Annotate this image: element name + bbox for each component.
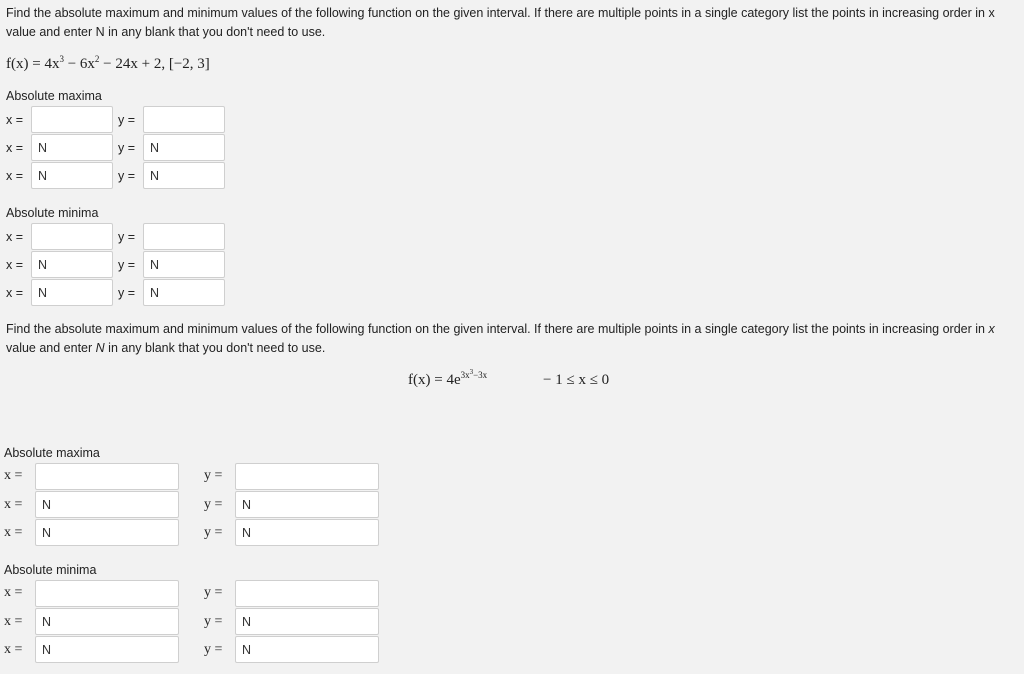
problem1-minima-heading: Absolute minima [6, 206, 99, 220]
p2-max-y-input-3[interactable] [235, 519, 379, 546]
problem1-formula-fx: f(x) = 4x [6, 56, 60, 72]
problem2-formula-fx: f(x) = 4e [408, 372, 461, 388]
problem1-prompt: Find the absolute maximum and minimum values of the following function on the given interval. If there are multiple points in a single category list the points in increasing order in x value and enter N in any blank that you don't need to use. [6, 6, 995, 39]
problem1-formula-exp2: 2 [94, 54, 100, 64]
p2-min-x-input-3[interactable] [35, 636, 179, 663]
problem2-prompt-n: N [95, 341, 105, 355]
p1-max-x-label-3: x = [6, 169, 24, 183]
p1-min-y-input-2[interactable] [143, 251, 225, 278]
p2-max-y-input-2[interactable] [235, 491, 379, 518]
p2-max-y-label-2: y = [204, 497, 223, 512]
p1-max-x-input-1[interactable] [31, 106, 113, 133]
problem2-formula-exp-b: 3 [469, 368, 474, 376]
p1-min-x-input-2[interactable] [31, 251, 113, 278]
p2-min-x-input-1[interactable] [35, 580, 179, 607]
p1-min-y-input-3[interactable] [143, 279, 225, 306]
p2-min-y-input-3[interactable] [235, 636, 379, 663]
p2-min-y-input-2[interactable] [235, 608, 379, 635]
p1-min-y-label-2: y = [118, 258, 136, 272]
problem1-formula [6, 56, 210, 73]
p1-max-y-input-2[interactable] [143, 134, 225, 161]
p2-max-x-label-2: x = [4, 497, 23, 512]
p2-min-x-input-2[interactable] [35, 608, 179, 635]
p1-max-y-label-1: y = [118, 113, 136, 127]
problem2-minima-heading: Absolute minima [4, 563, 97, 577]
p2-min-x-label-2: x = [4, 614, 23, 629]
p1-min-x-input-1[interactable] [31, 223, 113, 250]
p2-min-x-label-3: x = [4, 642, 23, 657]
problem2-interval: − 1 ≤ x ≤ 0 [543, 372, 610, 388]
p2-min-x-label-1: x = [4, 585, 23, 600]
p1-min-x-label-1: x = [6, 230, 24, 244]
p2-min-y-label-2: y = [204, 614, 223, 629]
p1-min-y-label-1: y = [118, 230, 136, 244]
problem2-formula [408, 368, 488, 389]
problem1-formula-mid: − 6x [63, 56, 95, 72]
problem2-formula-exponent [461, 370, 488, 380]
p2-max-x-input-3[interactable] [35, 519, 179, 546]
problem2-formula-exp-a: 3x [460, 370, 470, 380]
p2-max-y-label-3: y = [204, 525, 223, 540]
problem2-prompt-part-b: value and enter [6, 341, 96, 355]
p1-max-x-label-2: x = [6, 141, 24, 155]
p1-min-y-label-3: y = [118, 286, 136, 300]
p1-min-x-input-3[interactable] [31, 279, 113, 306]
problem2-maxima-heading: Absolute maxima [4, 446, 100, 460]
p1-min-x-label-3: x = [6, 286, 24, 300]
p2-min-y-input-1[interactable] [235, 580, 379, 607]
p2-max-y-label-1: y = [204, 468, 223, 483]
p2-max-x-label-3: x = [4, 525, 23, 540]
p1-min-y-input-1[interactable] [143, 223, 225, 250]
p1-min-x-label-2: x = [6, 258, 24, 272]
p2-max-y-input-1[interactable] [235, 463, 379, 490]
p1-max-x-label-1: x = [6, 113, 24, 127]
p1-max-x-input-2[interactable] [31, 134, 113, 161]
problem1-formula-tail: − 24x + 2, [−2, 3] [99, 56, 210, 72]
problem1-maxima-heading: Absolute maxima [6, 89, 102, 103]
problem2-prompt-part-c: in any blank that you don't need to use. [104, 341, 326, 355]
p1-max-x-input-3[interactable] [31, 162, 113, 189]
problem2-formula-exp-c: −3x [473, 370, 488, 380]
problem2-prompt-part-a: Find the absolute maximum and minimum values of the following function on the given interval. If there are multiple points in a single category list the points in increasing order in [6, 322, 989, 336]
p1-max-y-input-1[interactable] [143, 106, 225, 133]
p2-max-x-label-1: x = [4, 468, 23, 483]
p2-max-x-input-2[interactable] [35, 491, 179, 518]
p1-max-y-input-3[interactable] [143, 162, 225, 189]
problem1-formula-exp1: 3 [59, 54, 64, 64]
p1-max-y-label-3: y = [118, 169, 136, 183]
problem2-prompt-x: x [988, 322, 995, 336]
p2-min-y-label-1: y = [204, 585, 223, 600]
problem2-prompt [6, 320, 1021, 358]
p2-min-y-label-3: y = [204, 642, 223, 657]
p2-max-x-input-1[interactable] [35, 463, 179, 490]
p1-max-y-label-2: y = [118, 141, 136, 155]
